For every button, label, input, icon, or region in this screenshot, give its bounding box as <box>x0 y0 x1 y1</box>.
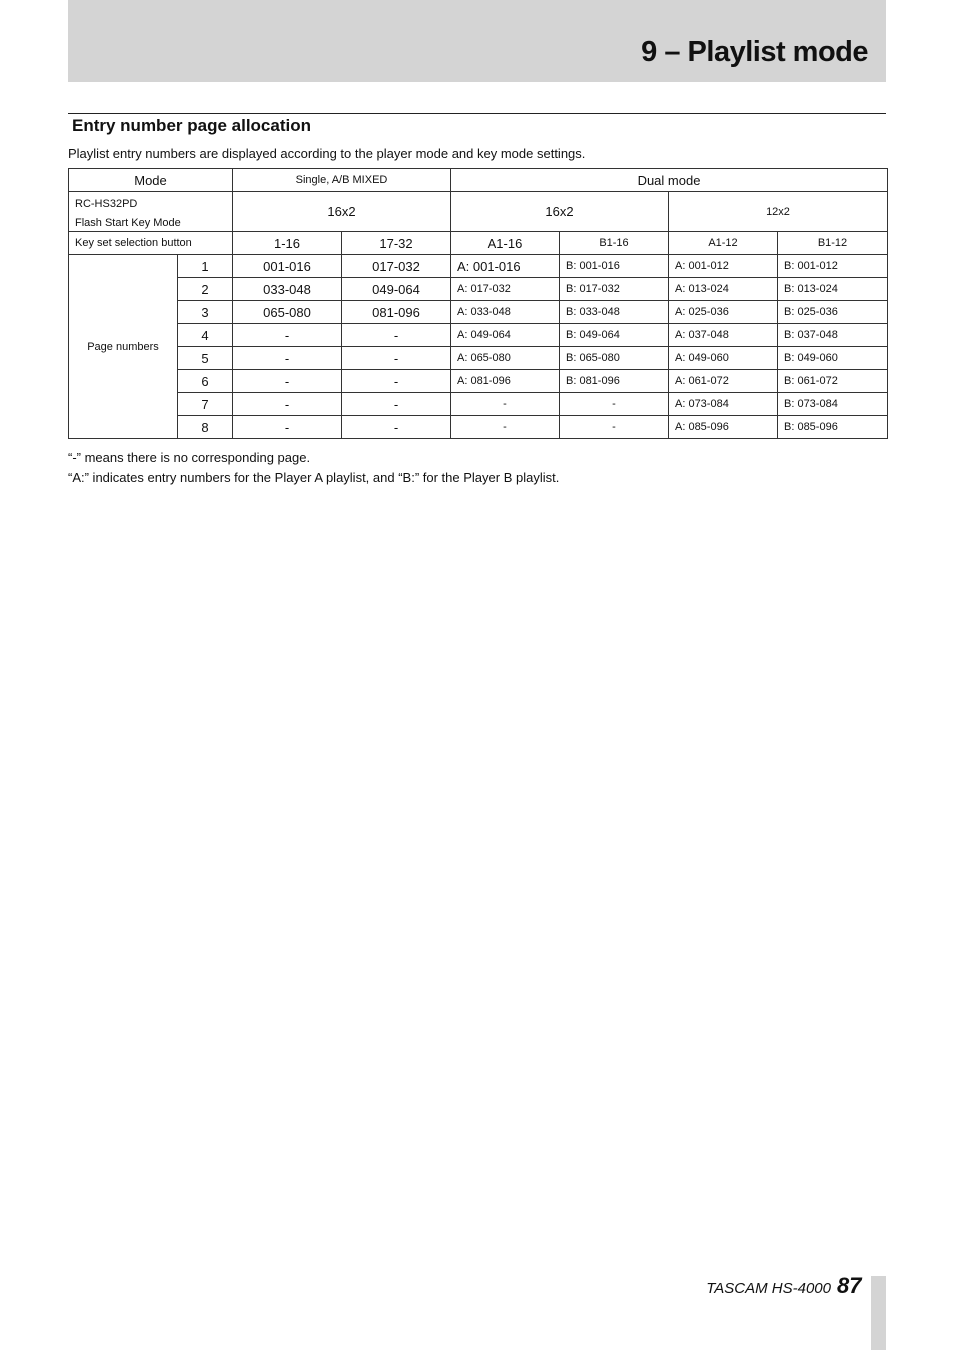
note-line: “-” means there is no corresponding page. <box>68 450 311 465</box>
table-cell: A: 013-024 <box>669 278 778 301</box>
table-cell: - <box>233 347 342 370</box>
key-button: A1-12 <box>669 232 778 255</box>
table-cell: 033-048 <box>233 278 342 301</box>
page-number: 6 <box>178 370 233 393</box>
flash-dual-12: 12x2 <box>669 192 888 232</box>
table-cell: A: 025-036 <box>669 301 778 324</box>
table-cell: B: 001-012 <box>778 255 888 278</box>
table-cell: A: 037-048 <box>669 324 778 347</box>
flash-single: 16x2 <box>233 192 451 232</box>
mode-single: Single, A/B MIXED <box>233 169 451 192</box>
table-cell: A: 061-072 <box>669 370 778 393</box>
key-set-label: Key set selection button <box>69 232 233 255</box>
table-cell: B: 025-036 <box>778 301 888 324</box>
footer-tab <box>871 1276 886 1350</box>
table-cell: - <box>560 416 669 439</box>
footer-model-name: TASCAM HS-4000 <box>706 1280 831 1297</box>
table-cell: B: 061-072 <box>778 370 888 393</box>
table-row <box>69 416 888 439</box>
table-cell: - <box>233 370 342 393</box>
table-cell: A: 085-096 <box>669 416 778 439</box>
table-cell: B: 065-080 <box>560 347 669 370</box>
table-cell: - <box>233 416 342 439</box>
table-row <box>69 393 888 416</box>
table-cell: - <box>560 393 669 416</box>
table-cell: - <box>342 416 451 439</box>
table-cell: 081-096 <box>342 301 451 324</box>
key-button: A1-16 <box>451 232 560 255</box>
table-cell: B: 013-024 <box>778 278 888 301</box>
table-cell: B: 081-096 <box>560 370 669 393</box>
table-cell: - <box>233 393 342 416</box>
key-button: B1-12 <box>778 232 888 255</box>
mode-row <box>69 169 888 192</box>
table-row <box>69 347 888 370</box>
table-cell: A: 001-012 <box>669 255 778 278</box>
page-number: 1 <box>178 255 233 278</box>
section-title: Entry number page allocation <box>72 116 311 135</box>
flash-label-line1: RC-HS32PD <box>75 198 138 210</box>
table-cell: - <box>451 416 560 439</box>
table-cell: A: 001-016 <box>451 255 560 278</box>
table-cell: A: 049-060 <box>669 347 778 370</box>
table-row <box>69 324 888 347</box>
table-row <box>69 278 888 301</box>
table-cell: A: 065-080 <box>451 347 560 370</box>
table-cell: A: 081-096 <box>451 370 560 393</box>
flash-label-line2: Flash Start Key Mode <box>75 217 181 229</box>
table-cell: A: 033-048 <box>451 301 560 324</box>
flash-label <box>69 192 233 232</box>
chapter-header-band <box>68 0 886 82</box>
mode-dual: Dual mode <box>451 169 888 192</box>
key-button: 1-16 <box>233 232 342 255</box>
table-cell: - <box>451 393 560 416</box>
table-cell: B: 049-060 <box>778 347 888 370</box>
table-cell: B: 037-048 <box>778 324 888 347</box>
page-number: 4 <box>178 324 233 347</box>
table-cell: 065-080 <box>233 301 342 324</box>
flash-dual-16: 16x2 <box>451 192 669 232</box>
table-cell: B: 085-096 <box>778 416 888 439</box>
key-set-row <box>69 232 888 255</box>
table-cell: - <box>342 393 451 416</box>
table-cell: - <box>342 370 451 393</box>
section-rule <box>68 113 886 114</box>
table-cell: 001-016 <box>233 255 342 278</box>
table-cell: 017-032 <box>342 255 451 278</box>
page-number: 2 <box>178 278 233 301</box>
intro-paragraph: Playlist entry numbers are displayed according to the player mode and key mode settings. <box>68 146 586 161</box>
table-row <box>69 301 888 324</box>
table-cell: A: 017-032 <box>451 278 560 301</box>
table-cell: 049-064 <box>342 278 451 301</box>
table-cell: B: 017-032 <box>560 278 669 301</box>
table-cell: A: 049-064 <box>451 324 560 347</box>
page-number: 7 <box>178 393 233 416</box>
table-row <box>69 370 888 393</box>
page-allocation-table <box>68 168 888 439</box>
chapter-title: 9 – Playlist mode <box>641 36 868 68</box>
table-row <box>69 255 888 278</box>
table-cell: - <box>233 324 342 347</box>
key-button: B1-16 <box>560 232 669 255</box>
page-number: 5 <box>178 347 233 370</box>
table-cell: B: 001-016 <box>560 255 669 278</box>
table-cell: B: 033-048 <box>560 301 669 324</box>
table-notes <box>68 448 559 488</box>
table-cell: B: 073-084 <box>778 393 888 416</box>
table-cell: B: 049-064 <box>560 324 669 347</box>
note-line: “A:” indicates entry numbers for the Player A playlist, and “B:” for the Player B playlist. <box>68 470 560 485</box>
table-cell: - <box>342 347 451 370</box>
page-number: 8 <box>178 416 233 439</box>
page-numbers-label: Page numbers <box>69 255 178 439</box>
table-cell: A: 073-084 <box>669 393 778 416</box>
mode-label: Mode <box>69 169 233 192</box>
page-number: 3 <box>178 301 233 324</box>
flash-key-row <box>69 192 888 232</box>
key-button: 17-32 <box>342 232 451 255</box>
table-cell: - <box>342 324 451 347</box>
footer-page-number: 87 <box>837 1273 862 1298</box>
